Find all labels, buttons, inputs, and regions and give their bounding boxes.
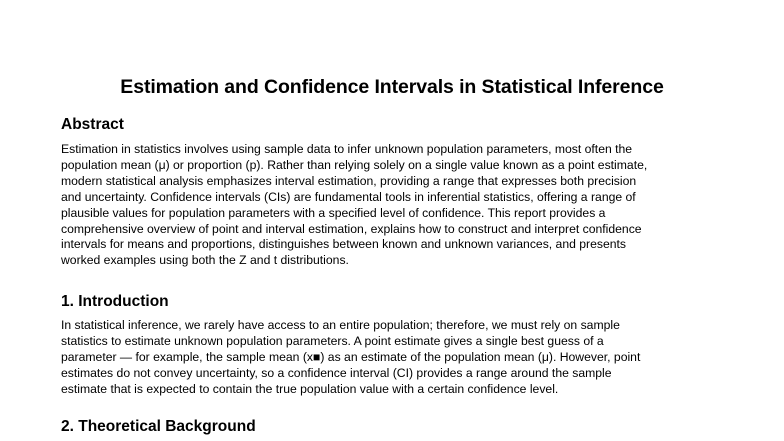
- introduction-line: estimates do not convey uncertainty, so a confidence interval (CI) provides a range around the sample: [61, 365, 612, 380]
- abstract-line: worked examples using both the Z and t distributions.: [61, 253, 349, 268]
- document-title: Estimation and Confidence Intervals in Statistical Inference: [120, 76, 664, 98]
- theoretical-background-heading: 2. Theoretical Background: [61, 418, 256, 435]
- abstract-line: Estimation in statistics involves using sample data to infer unknown population parameters, most often the: [61, 142, 633, 156]
- introduction-line: statistics to estimate unknown population parameters. A point estimate gives a single best guess of a: [61, 333, 604, 348]
- abstract-line: modern statistical analysis emphasizes interval estimation, providing a range that expresses both precision: [61, 173, 637, 188]
- abstract-paragraph: [61, 142, 723, 269]
- introduction-line: estimate that is expected to contain the true population value with a certain confidence level.: [61, 381, 559, 396]
- introduction-line: In statistical inference, we rarely have access to an entire population; therefore, we must rely on sample: [61, 318, 620, 332]
- introduction-paragraph: [61, 318, 723, 398]
- abstract-line: and uncertainty. Confidence intervals (CIs) are fundamental tools in inferential statistics, offering a range of: [61, 189, 636, 204]
- abstract-line: plausible values for population parameters with a specified level of confidence. This report provides a: [61, 205, 606, 220]
- abstract-heading: Abstract: [61, 116, 124, 133]
- introduction-heading: 1. Introduction: [61, 293, 169, 310]
- abstract-line: intervals for means and proportions, distinguishes between known and unknown variances, and presents: [61, 237, 627, 252]
- introduction-line: parameter — for example, the sample mean (x■) as an estimate of the population mean (μ). However, point: [61, 349, 641, 364]
- abstract-line: comprehensive overview of point and interval estimation, explains how to construct and interpret confidence: [61, 221, 642, 236]
- abstract-line: population mean (μ) or proportion (p). Rather than relying solely on a single value known as a point estimate,: [61, 157, 648, 172]
